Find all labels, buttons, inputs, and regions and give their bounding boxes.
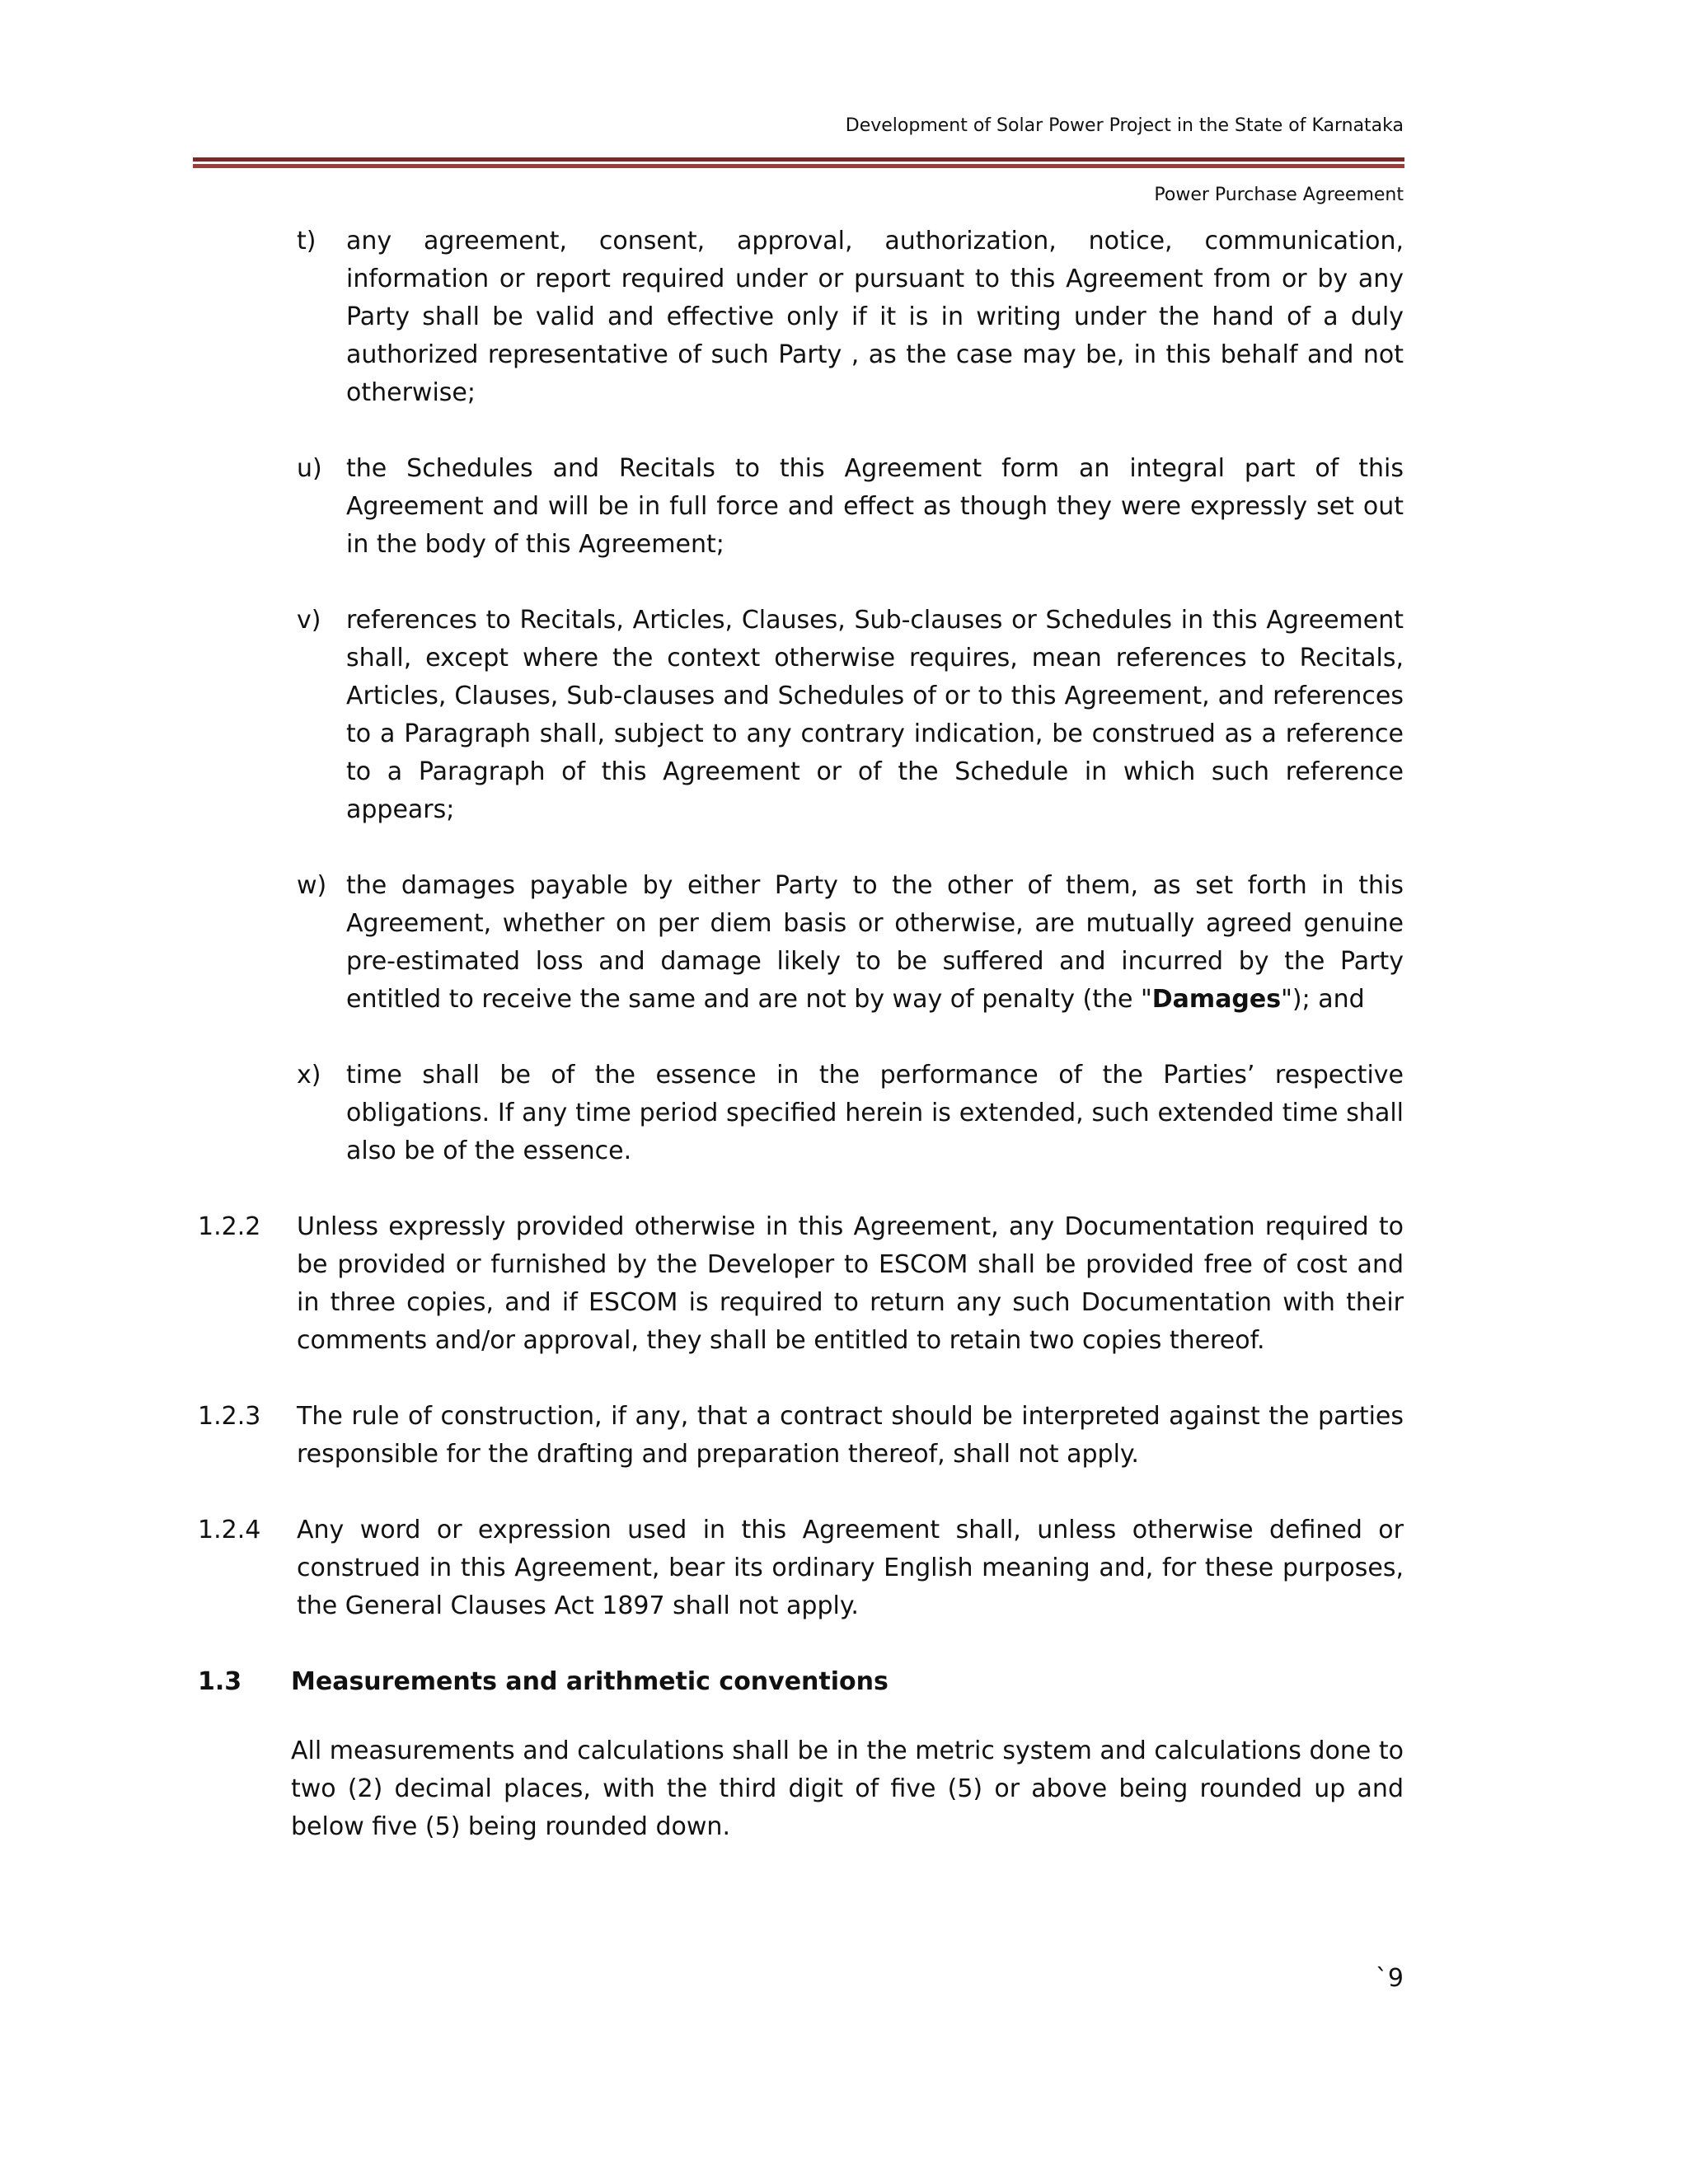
list-item-marker: w) <box>297 871 327 900</box>
list-item-text: any agreement, consent, approval, authorization, notice, communication, information or report required under or pursuant to this Agreement from or by any Party shall be valid and effective only if it is in writing under the hand of a duly authorized representative of such Party , as the case may be, in this behalf and not otherwise; <box>346 227 1404 407</box>
defined-term-damages: Damages <box>1151 985 1282 1014</box>
list-item-x <box>0 1057 1688 1170</box>
list-item-text <box>346 867 1404 1019</box>
document-body <box>0 223 1688 1846</box>
list-item-v <box>0 602 1688 829</box>
header-subtitle: Power Purchase Agreement <box>1154 185 1404 205</box>
header-rule-bottom <box>193 164 1404 168</box>
section-body: All measurements and calculations shall be in the metric system and calculations done to two (2) decimal places, with the third digit of five (5) or above being rounded up and below five (5) being rounded down. <box>291 1736 1404 1841</box>
list-item-text: time shall be of the essence in the performance of the Parties’ respective obligations. If any time period specified herein is extended, such extended time shall also be of the essence. <box>346 1061 1404 1165</box>
list-item-text-before: the damages payable by either Party to the other of them, as set forth in this Agreement, whether on per diem basis or otherwise, are mutually agreed genuine pre-estimated loss and damage likely to be suffered and incurred by the Party entitled to receive the same and are not by way of penalty (the " <box>346 871 1404 1014</box>
list-item-marker: u) <box>297 454 322 483</box>
clause-number: 1.2.3 <box>198 1402 261 1431</box>
list-item-t <box>0 223 1688 412</box>
list-item-text: the Schedules and Recitals to this Agreement form an integral part of this Agreement and will be in full force and effect as though they were expressly set out in the body of this Agreement; <box>346 454 1404 559</box>
section-number: 1.3 <box>198 1667 242 1696</box>
clause-1-2-2 <box>0 1208 1688 1360</box>
section-title: Measurements and arithmetic conventions <box>291 1667 889 1696</box>
list-item-marker: v) <box>297 606 321 635</box>
list-item-marker: t) <box>297 227 316 255</box>
list-item-u <box>0 450 1688 564</box>
list-item-marker: x) <box>297 1061 321 1090</box>
header-rule-top <box>193 157 1404 162</box>
clause-1-2-4 <box>0 1511 1688 1625</box>
list-item-text: references to Recitals, Articles, Clauses, Sub-clauses or Schedules in this Agreement shall, except where the context otherwise requires, mean references to Recitals, Articles, Clauses, Sub-clauses and Schedules of or to this Agreement, and references to a Paragraph shall, subject to any contrary indication, be construed as a reference to a Paragraph of this Agreement or of the Schedule in which such reference appears; <box>346 606 1404 824</box>
page-number: `9 <box>1375 1964 1404 1993</box>
clause-number: 1.2.4 <box>198 1516 261 1544</box>
section-heading <box>0 1663 1688 1701</box>
clause-1-2-3 <box>0 1398 1688 1474</box>
list-item-w <box>0 867 1688 1019</box>
clause-number: 1.2.2 <box>198 1212 261 1241</box>
clause-text: Unless expressly provided otherwise in this Agreement, any Documentation required to be provided or furnished by the Developer to ESCOM shall be provided free of cost and in three copies, and if ESCOM is required to return any such Documentation with their comments and/or approval, they shall be entitled to retain two copies thereof. <box>297 1212 1404 1355</box>
clause-text: The rule of construction, if any, that a contract should be interpreted against the parties responsible for the drafting and preparation thereof, shall not apply. <box>297 1402 1404 1469</box>
clause-text: Any word or expression used in this Agreement shall, unless otherwise defined or construed in this Agreement, bear its ordinary English meaning and, for these purposes, the General Clauses Act 1897 shall not apply. <box>297 1516 1404 1620</box>
header-title: Development of Solar Power Project in the State of Karnataka <box>845 115 1404 136</box>
list-item-text-after: "); and <box>1281 985 1365 1014</box>
